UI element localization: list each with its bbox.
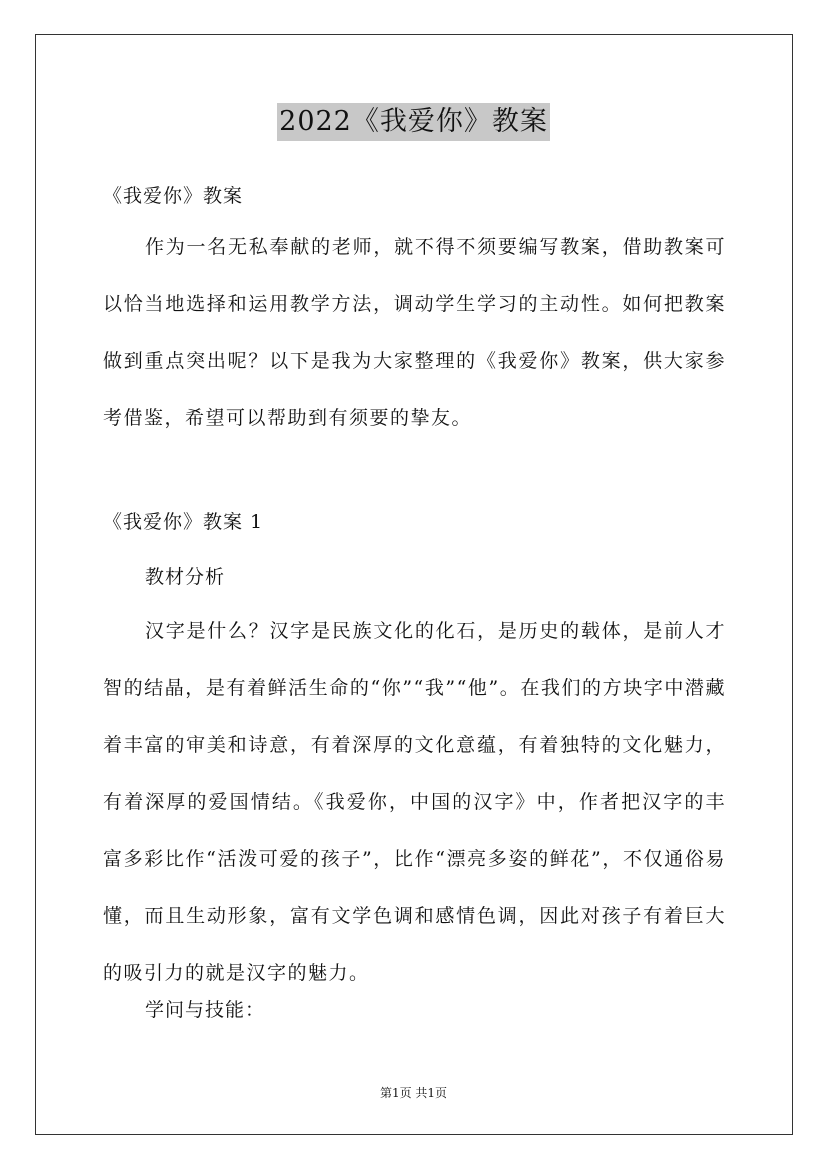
page-footer: 第1页 共1页 [379, 1086, 448, 1100]
knowledge-heading: 学问与技能： [145, 999, 266, 1021]
document-title: 2022《我爱你》教案 [277, 103, 550, 141]
intro-paragraph: 作为一名无私奉献的老师，就不得不须要编写教案，借助教案可以恰当地选择和运用教学方法，调动学生学习的主动性。如何把教案做到重点突出呢？以下是我为大家整理的《我爱你》教案，供大家参考借鉴，希望可以帮助到有须要的挚友。 [103, 236, 726, 429]
subsection-heading: 教材分析 [145, 566, 226, 588]
document-subtitle: 《我爱你》教案 [103, 185, 244, 207]
analysis-paragraph: 汉字是什么？汉字是民族文化的化石，是历史的载体，是前人才智的结晶，是有着鲜活生命的“你”“我”“他”。在我们的方块字中潜藏着丰富的审美和诗意，有着深厚的文化意蕴，有着独特的文化魅力，有着深厚的爱国情结。《我爱你，中国的汉字》中，作者把汉字的丰富多彩比作“活泼可爱的孩子”，比作“漂亮多姿的鲜花”，不仅通俗易懂，而且生动形象，富有文学色调和感情色调，因此对孩子有着巨大的吸引力的就是汉字的魅力。 [103, 620, 726, 984]
section-heading: 《我爱你》教案 1 [103, 511, 264, 533]
title-container [0, 103, 827, 141]
